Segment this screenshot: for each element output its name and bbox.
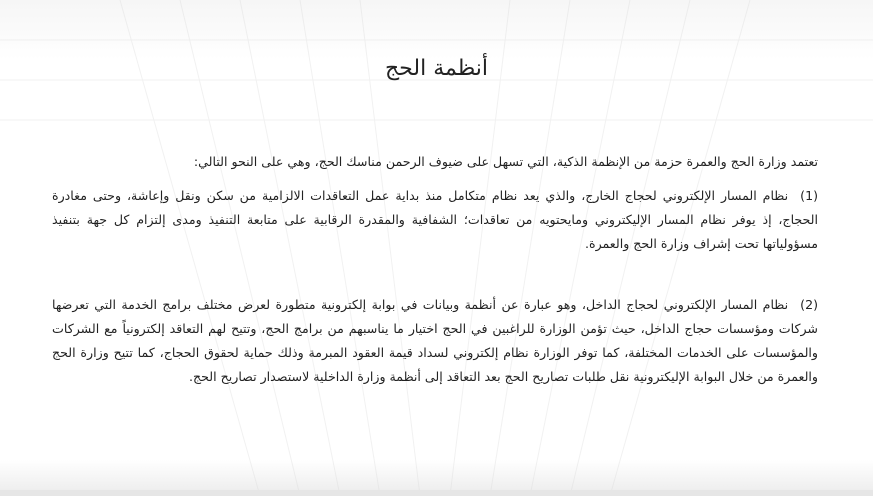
item-text: نظام المسار الإلكتروني لحجاج الداخل، وهو عبارة عن أنظمة وبيانات في بوابة إلكترونية متطورة لعرض مختلف برامج الخدمة التي تعرضها شركات ومؤسسات حجاج الداخل، حيث تؤمن الوزارة للراغبين في الحج اختيار ما يناسبهم من برامج الحج، وتتيح لهم التعاقد إلكترونياً مع الشركات والمؤسسات على الخدمات المختلفة، كما توفر الوزارة نظام إلكتروني لسداد قيمة العقود المبرمة وذلك حماية لحقوق الحجاج، كما تتيح وزارة الحج والعمرة من خلال البوابة الإليكترونية نقل طلبات تصاريح الحج بعد التعاقد إلى أنظمة وزارة الداخلية لاستصدار تصاريح الحج. <box>52 297 818 384</box>
system-item-2 <box>52 293 818 389</box>
system-item-1 <box>52 184 818 256</box>
intro-paragraph: تعتمد وزارة الحج والعمرة حزمة من الإنظمة الذكية، التي تسهل على ضيوف الرحمن مناسك الحج، وهي على النحو التالي: <box>193 154 818 169</box>
item-number: (2) <box>800 297 818 312</box>
item-number: (1) <box>800 188 818 203</box>
page-title: أنظمة الحج <box>384 56 488 81</box>
item-text: نظام المسار الإلكتروني لحجاج الخارج، والذي يعد نظام متكامل منذ بداية عمل التعاقدات الالزامية من سكن ونقل وإعاشة، وحتى مغادرة الحجاج، إذ يوفر نظام المسار الإليكتروني ومايحتويه من تعاقدات؛ الشفافية والمقدرة الرقابية على متابعة التنفيذ ومدى إلتزام كل جهة بتنفيذ مسؤولياتها تحت إشراف وزارة الحج والعمرة. <box>52 188 818 251</box>
bottom-border <box>0 490 873 496</box>
